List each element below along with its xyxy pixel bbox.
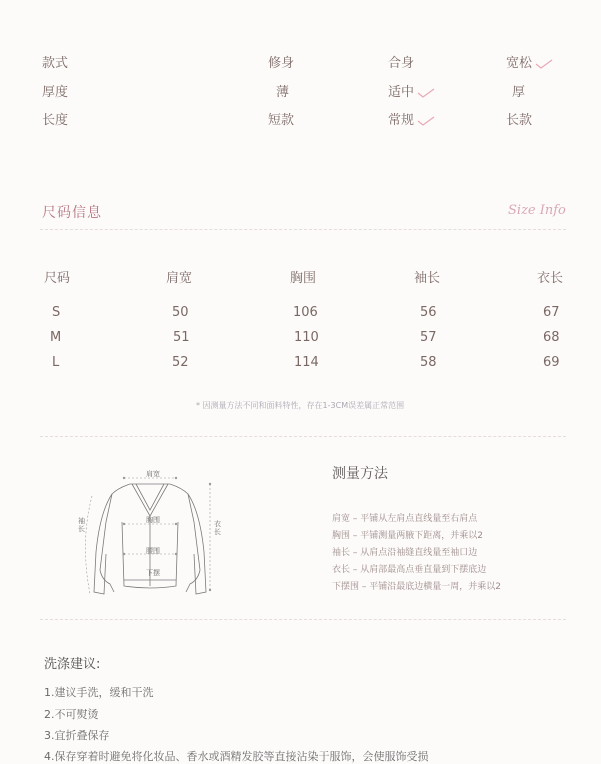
wash-item: 4.保存穿着时避免将化妆品、香水或酒精发胶等直接沾染于服饰，会使服饰受损 — [44, 750, 429, 763]
size-header: 胸围 — [290, 271, 317, 286]
attr-label-thickness: 厚度 — [42, 85, 69, 100]
size-header: 衣长 — [537, 271, 564, 286]
size-cell: 110 — [294, 330, 319, 345]
size-cell: 106 — [293, 305, 318, 320]
size-cell: 58 — [420, 355, 437, 370]
attr-option: 修身 — [268, 56, 295, 71]
wash-item: 2.不可熨烫 — [44, 708, 99, 721]
size-cell: 69 — [543, 355, 560, 370]
size-cell: 68 — [543, 330, 560, 345]
size-cell: 57 — [420, 330, 437, 345]
size-header: 尺码 — [44, 271, 71, 286]
attr-option-text: 常规 — [388, 113, 415, 128]
attr-label-style: 款式 — [42, 56, 69, 71]
measure-line: 袖长 – 从肩点沿袖缝直线量至袖口边 — [332, 548, 478, 558]
size-cell: M — [50, 330, 62, 345]
measure-line: 下摆围 – 平铺沿最底边横量一周，并乘以2 — [332, 582, 501, 592]
divider — [40, 619, 566, 620]
divider — [40, 229, 566, 230]
attr-option-text: 宽松 — [506, 56, 533, 71]
attr-option: 短款 — [268, 113, 295, 128]
diagram-label-hem: 下摆 — [146, 569, 160, 577]
attr-option-selected — [506, 52, 553, 71]
diagram-label-length: 衣长 — [214, 520, 221, 536]
garment-diagram — [70, 462, 230, 608]
size-header: 肩宽 — [166, 271, 193, 286]
diagram-label-shoulder: 肩宽 — [146, 470, 160, 478]
size-info-script: Size Info — [508, 203, 566, 218]
size-cell: 50 — [172, 305, 189, 320]
attr-option: 厚 — [512, 85, 526, 100]
divider — [40, 436, 566, 437]
attr-option-selected — [388, 81, 435, 100]
attr-option: 长款 — [506, 113, 533, 128]
cardigan-outline-icon — [70, 462, 230, 608]
size-cell: L — [52, 355, 60, 370]
size-note: * 因测量方法不同和面料特性，存在1-3CM误差属正常范围 — [196, 401, 405, 410]
attr-option-selected — [388, 109, 435, 128]
attr-option-text: 适中 — [388, 85, 415, 100]
check-icon — [417, 88, 435, 98]
wash-item: 3.宜折叠保存 — [44, 729, 110, 742]
check-icon — [417, 116, 435, 126]
diagram-label-chest: 胸围 — [146, 516, 160, 524]
measure-line: 衣长 – 从肩部最高点垂直量到下摆底边 — [332, 565, 487, 575]
check-icon — [535, 59, 553, 69]
diagram-label-waist: 腰围 — [146, 547, 160, 555]
attr-option: 薄 — [276, 85, 290, 100]
measure-line: 胸围 – 平铺测量两腋下距离，并乘以2 — [332, 531, 483, 541]
size-cell: 56 — [420, 305, 437, 320]
size-header: 袖长 — [414, 271, 441, 286]
size-cell: 51 — [173, 330, 190, 345]
size-cell: 67 — [543, 305, 560, 320]
attr-label-length: 长度 — [42, 113, 69, 128]
measure-line: 肩宽 – 平铺从左肩点直线量至右肩点 — [332, 514, 478, 524]
diagram-label-sleeve: 袖长 — [78, 517, 85, 533]
wash-item: 1.建议手洗，缓和干洗 — [44, 686, 154, 699]
attr-option: 合身 — [388, 56, 415, 71]
measure-title: 测量方法 — [332, 466, 388, 482]
size-cell: 52 — [172, 355, 189, 370]
size-cell: S — [52, 305, 61, 320]
size-info-title: 尺码信息 — [42, 205, 102, 221]
wash-title: 洗涤建议: — [44, 657, 101, 672]
size-cell: 114 — [294, 355, 319, 370]
